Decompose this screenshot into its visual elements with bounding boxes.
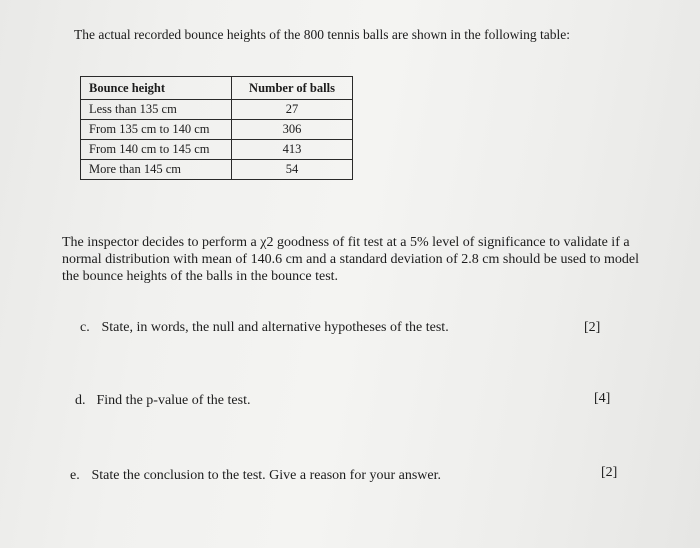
row-count: 413	[232, 140, 353, 160]
row-count: 54	[232, 160, 353, 180]
row-count: 27	[232, 100, 353, 120]
question-e	[70, 468, 441, 484]
intro-text: The actual recorded bounce heights of the 800 tennis balls are shown in the following table:	[74, 27, 570, 42]
question-letter: d.	[75, 393, 86, 408]
question-text: State, in words, the null and alternative hypotheses of the test.	[101, 320, 449, 335]
table-header-row	[81, 77, 353, 100]
bounce-height-table	[80, 76, 353, 180]
table-row	[81, 160, 353, 180]
question-c	[80, 320, 449, 336]
question-c-marks: [2]	[584, 320, 601, 335]
question-d-marks: [4]	[594, 391, 611, 406]
question-e-marks: [2]	[601, 465, 618, 480]
question-text: Find the p-value of the test.	[96, 393, 251, 408]
table-row	[81, 100, 353, 120]
question-d	[75, 393, 250, 409]
row-category: Less than 135 cm	[81, 100, 232, 120]
question-letter: e.	[70, 468, 80, 483]
test-description-paragraph: The inspector decides to perform a χ2 goodness of fit test at a 5% level of significance to validate if a normal distribution with mean of 140.6 cm and a standard deviation of 2.8 cm should be used to model the bounce heights of the balls in the bounce test.	[62, 235, 640, 284]
question-text: State the conclusion to the test. Give a reason for your answer.	[91, 468, 442, 483]
row-count: 306	[232, 120, 353, 140]
question-letter: c.	[80, 320, 90, 335]
row-category: From 135 cm to 140 cm	[81, 120, 232, 140]
table-row	[81, 120, 353, 140]
header-number-of-balls: Number of balls	[232, 77, 353, 100]
row-category: More than 145 cm	[81, 160, 232, 180]
row-category: From 140 cm to 145 cm	[81, 140, 232, 160]
bleed-through-text	[420, 58, 423, 73]
header-bounce-height: Bounce height	[81, 77, 232, 100]
table-row	[81, 140, 353, 160]
